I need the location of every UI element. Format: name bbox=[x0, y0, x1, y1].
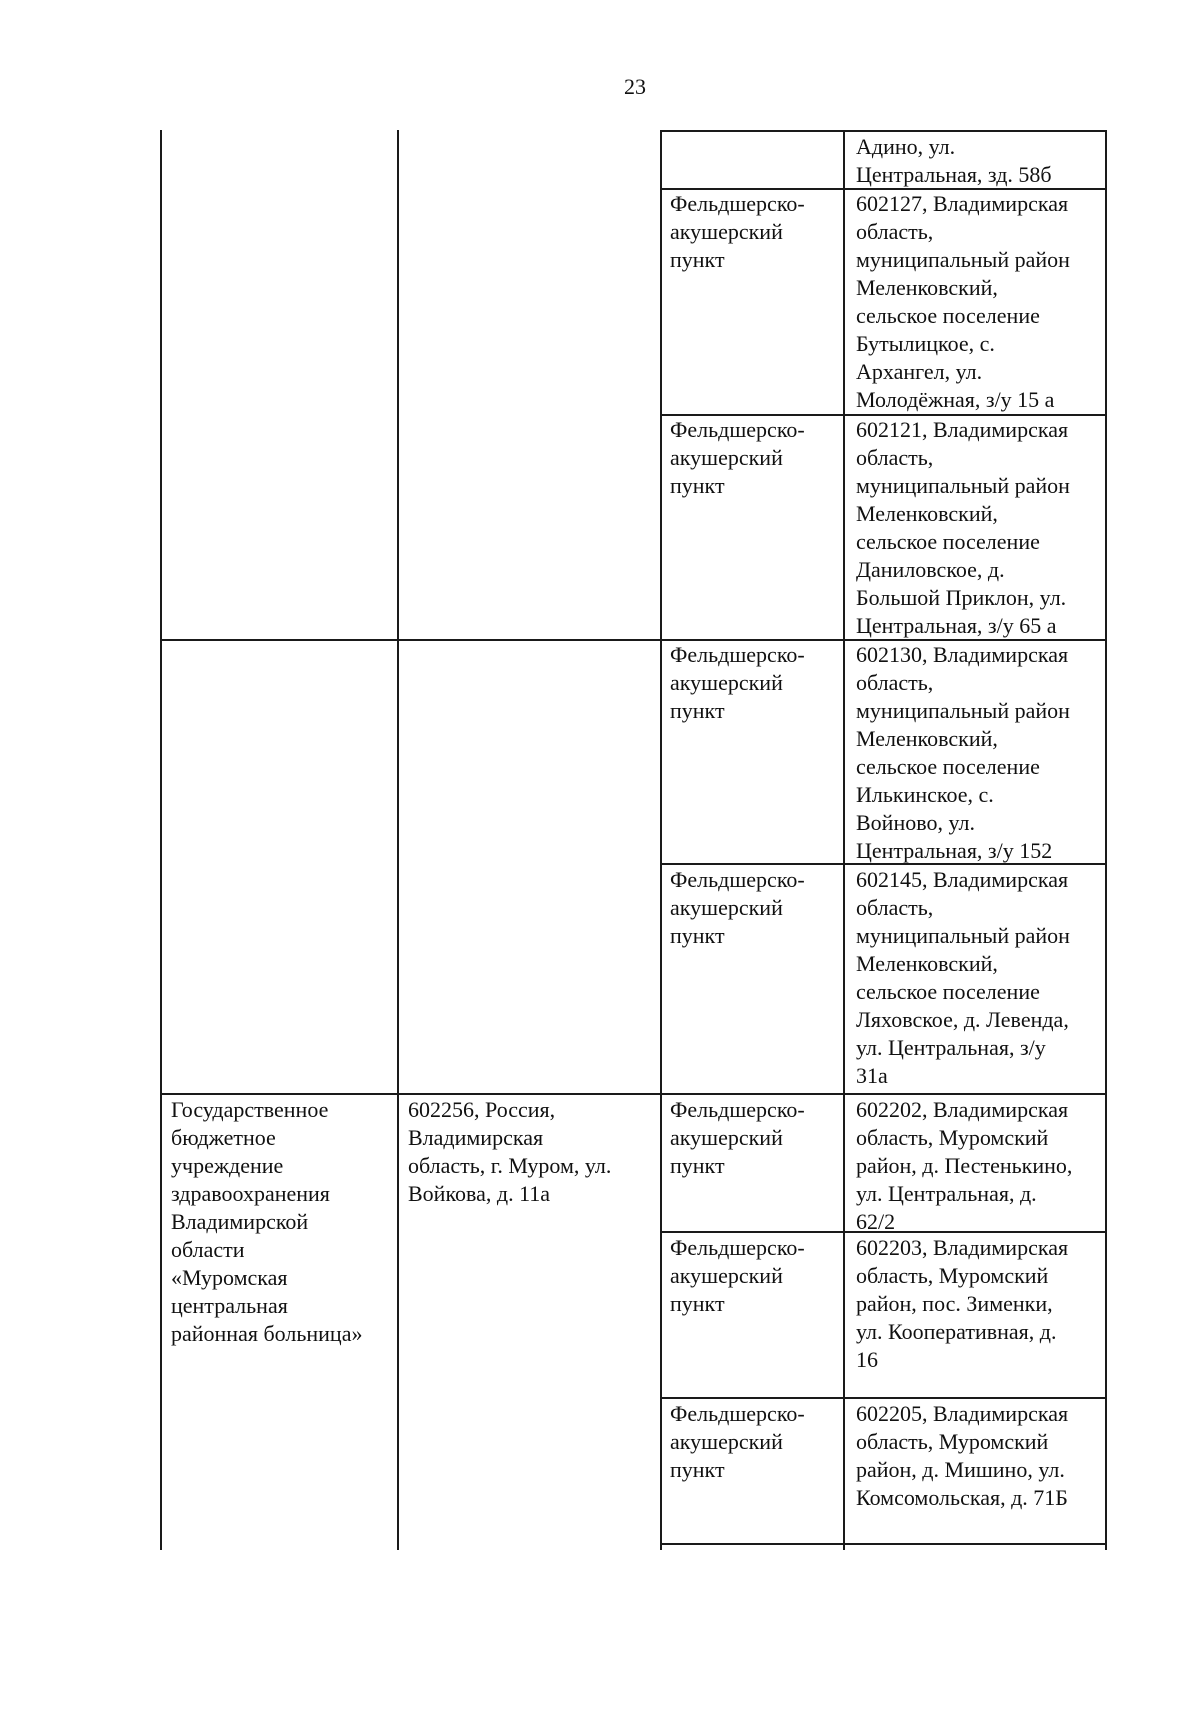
col-line-4 bbox=[843, 130, 845, 1550]
facility-type-cell: Фельдшерско- акушерский пункт bbox=[670, 1401, 805, 1482]
address-cell: Адино, ул. Центральная, зд. 58б bbox=[856, 134, 1052, 187]
facility-type-cell: Фельдшерско- акушерский пункт bbox=[670, 867, 805, 948]
address-cell: 602205, Владимирская область, Муромский район, д. Мишино, ул. Комсомольская, д. 71Б bbox=[856, 1401, 1069, 1510]
page-number: 23 bbox=[624, 74, 646, 99]
row-line-full bbox=[160, 1093, 1106, 1095]
address-cell: 602121, Владимирская область, муниципальный район Меленковский, сельское поселение Даниловское, д. Большой Приклон, ул. Центральная, з/у 65 а bbox=[856, 417, 1070, 638]
institution-address: 602256, Россия, Владимирская область, г. Муром, ул. Войкова, д. 11а bbox=[408, 1097, 612, 1206]
row-line-bottom bbox=[660, 1543, 1106, 1545]
facility-type-cell: Фельдшерско- акушерский пункт bbox=[670, 1235, 805, 1316]
facility-type-cell: Фельдшерско- акушерский пункт bbox=[670, 417, 805, 498]
row-line-top bbox=[660, 130, 1106, 132]
col-line-right bbox=[1105, 130, 1107, 1550]
address-cell: 602145, Владимирская область, муниципальный район Меленковский, сельское поселение Ляховское, д. Левенда, ул. Центральная, з/у 31а bbox=[856, 867, 1070, 1088]
facility-type-cell: Фельдшерско- акушерский пункт bbox=[670, 642, 805, 723]
address-cell: 602202, Владимирская область, Муромский район, д. Пестенькино, ул. Центральная, д. 62/2 bbox=[856, 1097, 1073, 1234]
facility-type-cell: Фельдшерско- акушерский пункт bbox=[670, 191, 805, 272]
col-line-2 bbox=[397, 130, 399, 1550]
col-line-3 bbox=[660, 130, 662, 1550]
address-cell: 602127, Владимирская область, муниципальный район Меленковский, сельское поселение Бутылицкое, с. Архангел, ул. Молодёжная, з/у 15 а bbox=[856, 191, 1070, 412]
facility-type-cell: Фельдшерско- акушерский пункт bbox=[670, 1097, 805, 1178]
institution-name: Государственное бюджетное учреждение здравоохранения Владимирской области «Муромская центральная районная больница» bbox=[171, 1097, 363, 1346]
row-line bbox=[660, 1397, 1106, 1399]
address-cell: 602130, Владимирская область, муниципальный район Меленковский, сельское поселение Илькинское, с. Войново, ул. Центральная, з/у 152 bbox=[856, 642, 1070, 863]
address-cell: 602203, Владимирская область, Муромский район, пос. Зименки, ул. Кооперативная, д. 16 bbox=[856, 1235, 1069, 1372]
col-line-left bbox=[160, 130, 162, 1550]
